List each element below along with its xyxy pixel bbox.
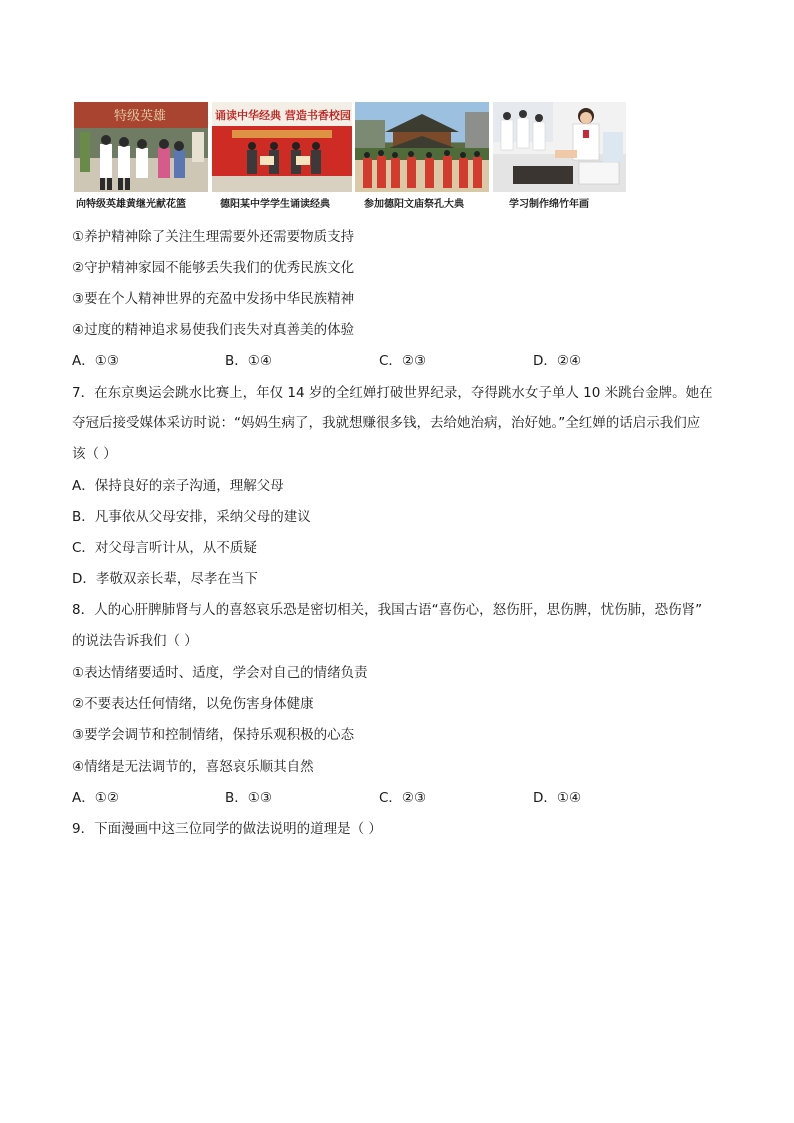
q6-option-a[interactable]: A．①③	[72, 353, 119, 369]
q7-stem-line: 7．在东京奥运会跳水比赛上，年仅 14 岁的全红婵打破世界纪录，夺得跳水女子单人 10 米跳台金牌。她在	[72, 385, 713, 401]
q6-option-b[interactable]: B．①④	[225, 353, 272, 369]
q8-statement: ①表达情绪要适时、适度，学会对自己的情绪负责	[72, 665, 368, 681]
photo-caption: 德阳某中学学生诵读经典	[220, 199, 330, 210]
q6-statement: ①养护精神除了关注生理需要外还需要物质支持	[72, 229, 355, 245]
q8-stem-line: 8．人的心肝脾肺肾与人的喜怒哀乐恐是密切相关，我国古语“喜伤心，怒伤肝，思伤脾，忧伤肺，恐伤肾”	[72, 602, 703, 618]
q8-option-b[interactable]: B．①③	[225, 790, 272, 806]
q8-option-c[interactable]: C．②③	[379, 790, 427, 806]
photo-hero-tribute	[74, 102, 208, 192]
q7-option-a[interactable]: A．保持良好的亲子沟通，理解父母	[72, 478, 284, 494]
q8-option-a[interactable]: A．①②	[72, 790, 119, 806]
q7-option-b[interactable]: B．凡事依从父母安排，采纳父母的建议	[72, 509, 311, 525]
q8-option-d[interactable]: D．①④	[533, 790, 582, 806]
q9-stem: 9．下面漫画中这三位同学的做法说明的道理是（ ）	[72, 821, 382, 837]
photo-caption: 参加德阳文庙祭孔大典	[364, 199, 464, 210]
q6-statement: ②守护精神家园不能够丢失我们的优秀民族文化	[72, 260, 355, 276]
q8-statement: ②不要表达任何情绪，以免伤害身体健康	[72, 696, 314, 712]
q6-option-c[interactable]: C．②③	[379, 353, 427, 369]
photo-hero-tribute-image	[74, 102, 208, 192]
photo-caption: 学习制作绵竹年画	[509, 199, 589, 210]
photo-classics-recital	[212, 102, 352, 192]
photo-strip	[74, 102, 626, 212]
q7-option-d[interactable]: D．孝敬双亲长辈，尽孝在当下	[72, 571, 258, 587]
q7-stem-line: 夺冠后接受媒体采访时说：“妈妈生病了，我就想赚很多钱，去给她治病，治好她。”全红婵的话启示我们应	[72, 415, 701, 431]
q8-stem-line: 的说法告诉我们（ ）	[72, 633, 198, 649]
photo-recital-banner: 诵读中华经典 营造书香校园	[215, 109, 351, 122]
photo-caption: 向特级英雄黄继光献花篮	[76, 199, 186, 210]
q6-statement: ④过度的精神追求易使我们丧失对真善美的体验	[72, 322, 355, 338]
photo-hero-banner: 特级英雄	[114, 109, 167, 124]
q7-stem-line: 该（ ）	[72, 446, 117, 462]
q6-statement: ③要在个人精神世界的充盈中发扬中华民族精神	[72, 291, 355, 307]
q6-option-d[interactable]: D．②④	[533, 353, 582, 369]
q8-statement: ④情绪是无法调节的，喜怒哀乐顺其自然	[72, 759, 314, 775]
photo-classics-recital-image	[212, 102, 352, 192]
photo-new-year-painting-image	[493, 102, 626, 192]
q8-statement: ③要学会调节和控制情绪，保持乐观积极的心态	[72, 727, 355, 743]
photo-confucius-ceremony	[355, 102, 489, 192]
photo-new-year-painting	[493, 102, 626, 192]
q7-option-c[interactable]: C．对父母言听计从，从不质疑	[72, 540, 257, 556]
photo-confucius-ceremony-image	[355, 102, 489, 192]
